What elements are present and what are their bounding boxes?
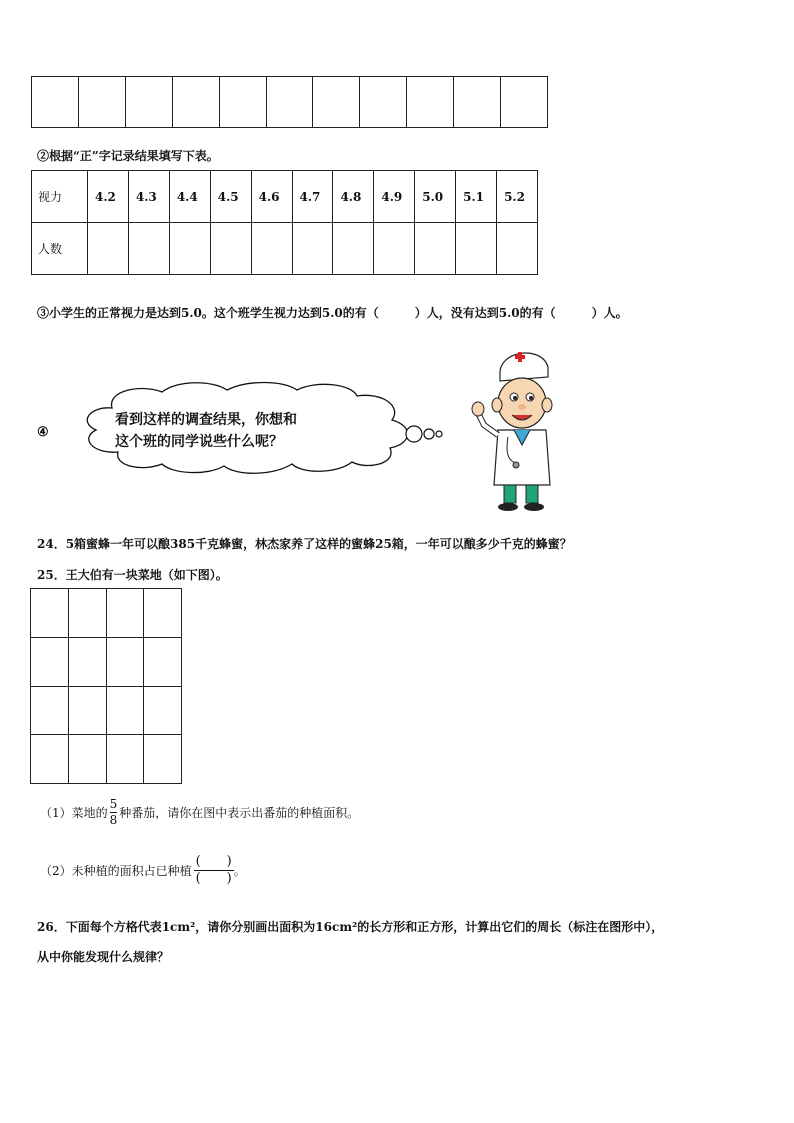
tally-cell: [266, 77, 313, 128]
plot-cell: [144, 735, 182, 784]
vision-value: 5.2: [497, 171, 538, 223]
plot-cell: [144, 589, 182, 638]
tally-cell: [32, 77, 79, 128]
plot-cell: [68, 589, 106, 638]
q23-part3-text: ③小学生的正常视力是达到5.0。这个班学生视力达到5.0的有（ ）人，没有达到5.0的有（ ）人。: [37, 306, 628, 320]
q25-sub2-prefix: （2）未种植的面积占已种植: [40, 864, 192, 878]
count-cell: [251, 223, 292, 275]
count-cell: [210, 223, 251, 275]
plot-cell: [31, 686, 69, 735]
bubble-text-line1: 看到这样的调查结果，你想和: [115, 412, 297, 428]
vision-value: 4.5: [210, 171, 251, 223]
vegetable-plot-grid: [30, 588, 182, 784]
count-cell: [456, 223, 497, 275]
blank-fraction: [194, 855, 234, 886]
tally-cell: [501, 77, 548, 128]
plot-cell: [31, 589, 69, 638]
vision-value: 4.4: [169, 171, 210, 223]
vision-value: 5.0: [415, 171, 456, 223]
fraction-denominator: 8: [109, 813, 118, 827]
blank-fraction-top: ( ): [195, 854, 232, 869]
vision-value: 5.1: [456, 171, 497, 223]
vision-value: 4.7: [292, 171, 333, 223]
plot-cell: [106, 589, 144, 638]
tally-cell: [78, 77, 125, 128]
plot-cell: [31, 735, 69, 784]
blank-fraction-bottom: ( ): [195, 871, 232, 886]
plot-cell: [106, 735, 144, 784]
q24-text: 24．5箱蜜蜂一年可以酿385千克蜂蜜，林杰家养了这样的蜜蜂25箱，一年可以酿多少千克的蜂蜜？: [37, 537, 572, 551]
plot-cell: [106, 686, 144, 735]
count-cell: [415, 223, 456, 275]
q25-sub2-suffix: 。: [233, 864, 246, 878]
count-cell: [497, 223, 538, 275]
vision-value: 4.8: [333, 171, 374, 223]
tally-cell: [360, 77, 407, 128]
vision-value: 4.6: [251, 171, 292, 223]
tally-cell: [172, 77, 219, 128]
count-cell: [169, 223, 210, 275]
tally-cell: [219, 77, 266, 128]
bubble-text-line2: 这个班的同学说些什么呢？: [115, 434, 283, 450]
q23-part4-number: ④: [37, 425, 49, 440]
plot-cell: [68, 686, 106, 735]
tally-cell: [407, 77, 454, 128]
q25-sub1-prefix: （1）菜地的: [40, 806, 108, 820]
count-row-header: 人数: [32, 223, 88, 275]
q25-sub1: [40, 798, 359, 827]
plot-cell: [68, 735, 106, 784]
q25-text: 25．王大伯有一块菜地（如下图）。: [37, 568, 228, 582]
count-cell: [128, 223, 169, 275]
count-cell: [374, 223, 415, 275]
tally-cell: [313, 77, 360, 128]
plot-cell: [144, 686, 182, 735]
q25-sub2: [40, 855, 246, 886]
plot-cell: [144, 637, 182, 686]
fraction-numerator: 5: [109, 797, 118, 811]
plot-cell: [68, 637, 106, 686]
count-cell: [333, 223, 374, 275]
tally-cell: [125, 77, 172, 128]
vision-value: 4.2: [88, 171, 129, 223]
q23-part2-label: ②根据“正”字记录结果填写下表。: [37, 149, 219, 163]
vision-value: 4.9: [374, 171, 415, 223]
q26-line1: 26．下面每个方格代表1cm²，请你分别画出面积为16cm²的长方形和正方形，计算出它们的周长（标注在图形中），: [37, 920, 664, 934]
vision-table: [31, 170, 538, 275]
doctor-illustration: [470, 345, 570, 515]
count-cell: [292, 223, 333, 275]
q26-line2: 从中你能发现什么规律？: [37, 950, 170, 964]
vision-row-header: 视力: [32, 171, 88, 223]
vision-value: 4.3: [128, 171, 169, 223]
plot-cell: [31, 637, 69, 686]
q25-sub1-suffix: 种番茄，请你在图中表示出番茄的种植面积。: [119, 806, 360, 820]
plot-cell: [106, 637, 144, 686]
fraction-five-eighths: [110, 798, 118, 827]
tally-record-table: [31, 76, 548, 128]
count-cell: [88, 223, 129, 275]
tally-cell: [454, 77, 501, 128]
